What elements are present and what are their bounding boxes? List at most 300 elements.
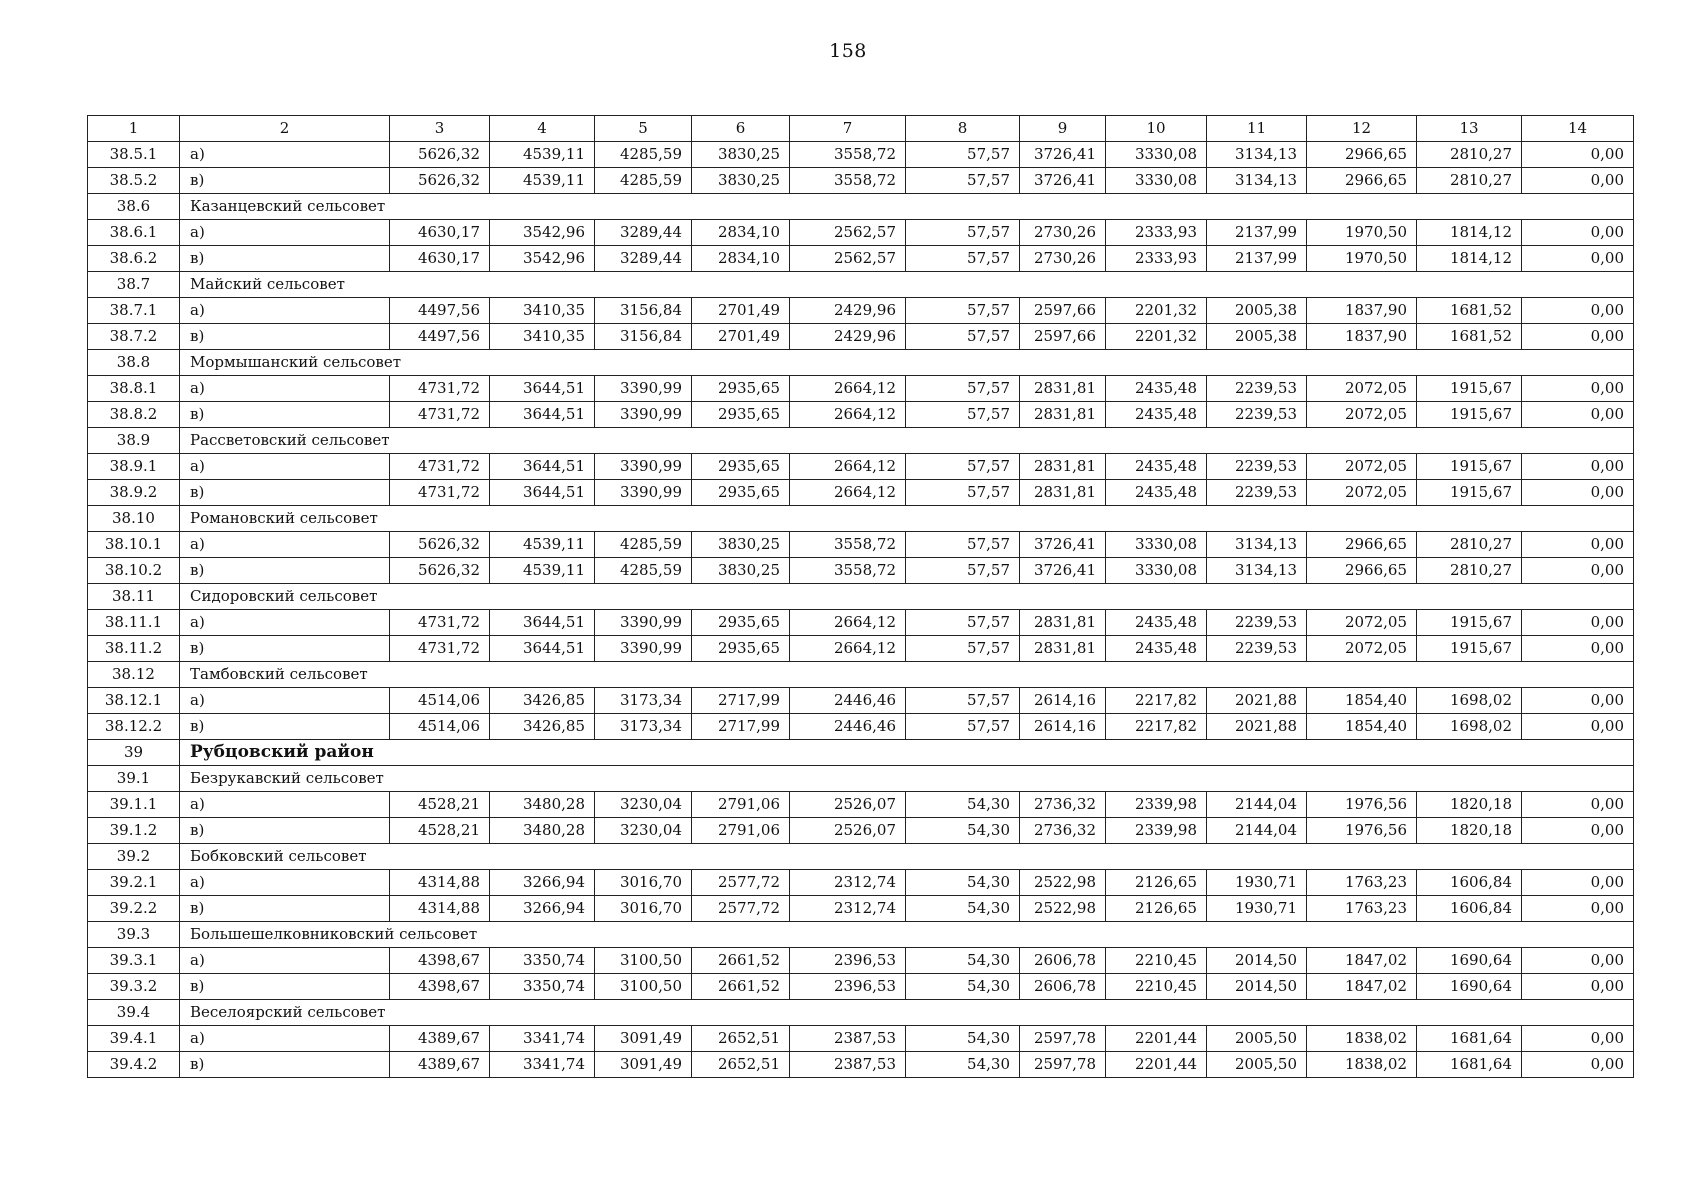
table-row xyxy=(88,1026,1634,1052)
tariff-table xyxy=(87,115,1634,1078)
value-cell: 1681,52 xyxy=(1417,298,1522,324)
row-label: а) xyxy=(180,1026,390,1052)
row-number: 38.10.2 xyxy=(88,558,180,584)
row-number: 38.6 xyxy=(88,194,180,220)
value-cell: 0,00 xyxy=(1522,688,1634,714)
value-cell: 2239,53 xyxy=(1207,454,1307,480)
value-cell: 1837,90 xyxy=(1307,324,1417,350)
value-cell: 2791,06 xyxy=(692,818,790,844)
row-label: в) xyxy=(180,168,390,194)
value-cell: 3390,99 xyxy=(595,376,692,402)
value-cell: 2217,82 xyxy=(1106,714,1207,740)
value-cell: 2137,99 xyxy=(1207,220,1307,246)
value-cell: 2144,04 xyxy=(1207,818,1307,844)
value-cell: 2664,12 xyxy=(790,636,906,662)
section-title: Бобковский сельсовет xyxy=(180,844,1634,870)
row-label: в) xyxy=(180,402,390,428)
value-cell: 4731,72 xyxy=(390,480,490,506)
value-cell: 3542,96 xyxy=(490,246,595,272)
value-cell: 0,00 xyxy=(1522,714,1634,740)
value-cell: 2562,57 xyxy=(790,220,906,246)
value-cell: 0,00 xyxy=(1522,1052,1634,1078)
value-cell: 1915,67 xyxy=(1417,454,1522,480)
value-cell: 2072,05 xyxy=(1307,376,1417,402)
value-cell: 54,30 xyxy=(906,818,1020,844)
value-cell: 4398,67 xyxy=(390,948,490,974)
section-row xyxy=(88,662,1634,688)
value-cell: 54,30 xyxy=(906,948,1020,974)
section-title: Веселоярский сельсовет xyxy=(180,1000,1634,1026)
table-row xyxy=(88,1052,1634,1078)
row-number: 38.7.2 xyxy=(88,324,180,350)
value-cell: 0,00 xyxy=(1522,870,1634,896)
value-cell: 4630,17 xyxy=(390,246,490,272)
table-row xyxy=(88,792,1634,818)
value-cell: 3644,51 xyxy=(490,402,595,428)
value-cell: 2652,51 xyxy=(692,1026,790,1052)
value-cell: 57,57 xyxy=(906,324,1020,350)
value-cell: 3134,13 xyxy=(1207,558,1307,584)
row-number: 38.8.2 xyxy=(88,402,180,428)
value-cell: 1606,84 xyxy=(1417,896,1522,922)
column-number-cell: 3 xyxy=(390,116,490,142)
row-number: 38.12 xyxy=(88,662,180,688)
row-label: а) xyxy=(180,454,390,480)
value-cell: 2072,05 xyxy=(1307,454,1417,480)
table-row xyxy=(88,636,1634,662)
row-label: в) xyxy=(180,480,390,506)
value-cell: 2810,27 xyxy=(1417,142,1522,168)
value-cell: 1814,12 xyxy=(1417,220,1522,246)
value-cell: 1847,02 xyxy=(1307,948,1417,974)
value-cell: 0,00 xyxy=(1522,220,1634,246)
row-number: 38.12.2 xyxy=(88,714,180,740)
table-row xyxy=(88,714,1634,740)
value-cell: 2072,05 xyxy=(1307,402,1417,428)
table-row xyxy=(88,376,1634,402)
value-cell: 1915,67 xyxy=(1417,402,1522,428)
value-cell: 4528,21 xyxy=(390,818,490,844)
row-number: 38.12.1 xyxy=(88,688,180,714)
value-cell: 2730,26 xyxy=(1020,220,1106,246)
value-cell: 3100,50 xyxy=(595,974,692,1000)
column-number-cell: 11 xyxy=(1207,116,1307,142)
table-row xyxy=(88,220,1634,246)
value-cell: 1854,40 xyxy=(1307,714,1417,740)
section-row xyxy=(88,766,1634,792)
value-cell: 2435,48 xyxy=(1106,402,1207,428)
table-row xyxy=(88,142,1634,168)
value-cell: 2201,44 xyxy=(1106,1052,1207,1078)
value-cell: 2312,74 xyxy=(790,896,906,922)
value-cell: 1681,64 xyxy=(1417,1026,1522,1052)
value-cell: 3173,34 xyxy=(595,688,692,714)
value-cell: 5626,32 xyxy=(390,142,490,168)
value-cell: 1854,40 xyxy=(1307,688,1417,714)
value-cell: 3016,70 xyxy=(595,896,692,922)
value-cell: 2446,46 xyxy=(790,714,906,740)
value-cell: 1690,64 xyxy=(1417,948,1522,974)
value-cell: 0,00 xyxy=(1522,974,1634,1000)
row-number: 38.7 xyxy=(88,272,180,298)
value-cell: 2333,93 xyxy=(1106,220,1207,246)
value-cell: 3289,44 xyxy=(595,246,692,272)
value-cell: 57,57 xyxy=(906,376,1020,402)
row-number: 39 xyxy=(88,740,180,766)
value-cell: 3091,49 xyxy=(595,1026,692,1052)
value-cell: 2005,38 xyxy=(1207,298,1307,324)
value-cell: 5626,32 xyxy=(390,558,490,584)
value-cell: 2210,45 xyxy=(1106,948,1207,974)
value-cell: 3830,25 xyxy=(692,532,790,558)
value-cell: 2072,05 xyxy=(1307,480,1417,506)
value-cell: 4389,67 xyxy=(390,1026,490,1052)
value-cell: 4630,17 xyxy=(390,220,490,246)
value-cell: 4497,56 xyxy=(390,324,490,350)
section-title: Казанцевский сельсовет xyxy=(180,194,1634,220)
value-cell: 4285,59 xyxy=(595,532,692,558)
value-cell: 1976,56 xyxy=(1307,792,1417,818)
table-row xyxy=(88,168,1634,194)
row-number: 39.4.1 xyxy=(88,1026,180,1052)
row-number: 39.2 xyxy=(88,844,180,870)
value-cell: 2021,88 xyxy=(1207,688,1307,714)
value-cell: 0,00 xyxy=(1522,480,1634,506)
row-label: в) xyxy=(180,896,390,922)
value-cell: 2831,81 xyxy=(1020,636,1106,662)
value-cell: 2701,49 xyxy=(692,324,790,350)
value-cell: 1698,02 xyxy=(1417,688,1522,714)
row-number: 38.6.1 xyxy=(88,220,180,246)
value-cell: 57,57 xyxy=(906,142,1020,168)
value-cell: 2614,16 xyxy=(1020,714,1106,740)
value-cell: 2966,65 xyxy=(1307,558,1417,584)
table-row xyxy=(88,532,1634,558)
section-title: Безрукавский сельсовет xyxy=(180,766,1634,792)
value-cell: 2144,04 xyxy=(1207,792,1307,818)
value-cell: 4285,59 xyxy=(595,558,692,584)
column-number-cell: 10 xyxy=(1106,116,1207,142)
value-cell: 3390,99 xyxy=(595,610,692,636)
column-number-cell: 1 xyxy=(88,116,180,142)
value-cell: 2652,51 xyxy=(692,1052,790,1078)
value-cell: 1976,56 xyxy=(1307,818,1417,844)
row-number: 39.1.1 xyxy=(88,792,180,818)
value-cell: 3390,99 xyxy=(595,480,692,506)
value-cell: 3830,25 xyxy=(692,558,790,584)
column-number-cell: 14 xyxy=(1522,116,1634,142)
value-cell: 2210,45 xyxy=(1106,974,1207,1000)
column-number-cell: 8 xyxy=(906,116,1020,142)
row-label: а) xyxy=(180,948,390,974)
value-cell: 2005,38 xyxy=(1207,324,1307,350)
value-cell: 4539,11 xyxy=(490,532,595,558)
value-cell: 2339,98 xyxy=(1106,818,1207,844)
value-cell: 2810,27 xyxy=(1417,532,1522,558)
value-cell: 2935,65 xyxy=(692,376,790,402)
column-number-cell: 5 xyxy=(595,116,692,142)
value-cell: 2597,66 xyxy=(1020,298,1106,324)
table-row xyxy=(88,870,1634,896)
value-cell: 0,00 xyxy=(1522,948,1634,974)
value-cell: 4539,11 xyxy=(490,168,595,194)
value-cell: 2239,53 xyxy=(1207,636,1307,662)
value-cell: 4731,72 xyxy=(390,376,490,402)
value-cell: 1970,50 xyxy=(1307,246,1417,272)
value-cell: 2834,10 xyxy=(692,220,790,246)
row-label: а) xyxy=(180,870,390,896)
value-cell: 3726,41 xyxy=(1020,558,1106,584)
row-label: а) xyxy=(180,792,390,818)
value-cell: 2396,53 xyxy=(790,948,906,974)
value-cell: 2701,49 xyxy=(692,298,790,324)
value-cell: 2935,65 xyxy=(692,402,790,428)
value-cell: 2396,53 xyxy=(790,974,906,1000)
table-row xyxy=(88,896,1634,922)
row-number: 38.11.2 xyxy=(88,636,180,662)
value-cell: 3330,08 xyxy=(1106,558,1207,584)
value-cell: 2239,53 xyxy=(1207,402,1307,428)
value-cell: 2522,98 xyxy=(1020,870,1106,896)
value-cell: 1763,23 xyxy=(1307,896,1417,922)
value-cell: 3644,51 xyxy=(490,610,595,636)
value-cell: 2791,06 xyxy=(692,792,790,818)
column-number-cell: 12 xyxy=(1307,116,1417,142)
value-cell: 0,00 xyxy=(1522,818,1634,844)
value-cell: 2435,48 xyxy=(1106,480,1207,506)
section-row xyxy=(88,584,1634,610)
column-number-cell: 2 xyxy=(180,116,390,142)
table-row xyxy=(88,974,1634,1000)
value-cell: 2435,48 xyxy=(1106,376,1207,402)
value-cell: 2966,65 xyxy=(1307,142,1417,168)
row-number: 39.3.2 xyxy=(88,974,180,1000)
value-cell: 3016,70 xyxy=(595,870,692,896)
value-cell: 1681,64 xyxy=(1417,1052,1522,1078)
row-label: а) xyxy=(180,298,390,324)
value-cell: 3134,13 xyxy=(1207,168,1307,194)
value-cell: 2966,65 xyxy=(1307,168,1417,194)
value-cell: 57,57 xyxy=(906,298,1020,324)
value-cell: 0,00 xyxy=(1522,246,1634,272)
value-cell: 2072,05 xyxy=(1307,636,1417,662)
value-cell: 4389,67 xyxy=(390,1052,490,1078)
value-cell: 57,57 xyxy=(906,220,1020,246)
value-cell: 1763,23 xyxy=(1307,870,1417,896)
value-cell: 4285,59 xyxy=(595,168,692,194)
section-title: Большешелковниковский сельсовет xyxy=(180,922,1634,948)
value-cell: 1814,12 xyxy=(1417,246,1522,272)
row-number: 38.8.1 xyxy=(88,376,180,402)
value-cell: 2435,48 xyxy=(1106,636,1207,662)
value-cell: 2217,82 xyxy=(1106,688,1207,714)
value-cell: 2834,10 xyxy=(692,246,790,272)
table-row xyxy=(88,246,1634,272)
value-cell: 57,57 xyxy=(906,714,1020,740)
value-cell: 2831,81 xyxy=(1020,376,1106,402)
value-cell: 2126,65 xyxy=(1106,896,1207,922)
value-cell: 3330,08 xyxy=(1106,168,1207,194)
section-row xyxy=(88,428,1634,454)
value-cell: 3390,99 xyxy=(595,402,692,428)
value-cell: 2239,53 xyxy=(1207,376,1307,402)
table-body xyxy=(88,116,1634,1078)
row-number: 38.10.1 xyxy=(88,532,180,558)
value-cell: 1820,18 xyxy=(1417,818,1522,844)
row-number: 39.1.2 xyxy=(88,818,180,844)
value-cell: 3480,28 xyxy=(490,792,595,818)
column-number-cell: 9 xyxy=(1020,116,1106,142)
column-number-cell: 4 xyxy=(490,116,595,142)
table-row xyxy=(88,298,1634,324)
value-cell: 2810,27 xyxy=(1417,558,1522,584)
table-row xyxy=(88,948,1634,974)
value-cell: 57,57 xyxy=(906,168,1020,194)
value-cell: 3830,25 xyxy=(692,142,790,168)
value-cell: 1915,67 xyxy=(1417,480,1522,506)
table-row xyxy=(88,688,1634,714)
section-row xyxy=(88,740,1634,766)
value-cell: 1606,84 xyxy=(1417,870,1522,896)
value-cell: 2387,53 xyxy=(790,1052,906,1078)
value-cell: 4731,72 xyxy=(390,454,490,480)
value-cell: 2831,81 xyxy=(1020,402,1106,428)
table-row xyxy=(88,818,1634,844)
value-cell: 2239,53 xyxy=(1207,610,1307,636)
value-cell: 3542,96 xyxy=(490,220,595,246)
value-cell: 3558,72 xyxy=(790,532,906,558)
value-cell: 57,57 xyxy=(906,636,1020,662)
row-number: 39.1 xyxy=(88,766,180,792)
value-cell: 0,00 xyxy=(1522,532,1634,558)
table-row xyxy=(88,454,1634,480)
value-cell: 2014,50 xyxy=(1207,974,1307,1000)
row-number: 38.5.1 xyxy=(88,142,180,168)
row-label: в) xyxy=(180,636,390,662)
value-cell: 1847,02 xyxy=(1307,974,1417,1000)
column-number-cell: 7 xyxy=(790,116,906,142)
value-cell: 1698,02 xyxy=(1417,714,1522,740)
row-number: 39.4 xyxy=(88,1000,180,1026)
value-cell: 2661,52 xyxy=(692,974,790,1000)
section-row xyxy=(88,350,1634,376)
value-cell: 0,00 xyxy=(1522,558,1634,584)
value-cell: 2717,99 xyxy=(692,688,790,714)
value-cell: 1681,52 xyxy=(1417,324,1522,350)
value-cell: 57,57 xyxy=(906,558,1020,584)
value-cell: 1915,67 xyxy=(1417,636,1522,662)
value-cell: 2526,07 xyxy=(790,818,906,844)
value-cell: 3644,51 xyxy=(490,480,595,506)
value-cell: 4528,21 xyxy=(390,792,490,818)
value-cell: 3350,74 xyxy=(490,974,595,1000)
row-label: а) xyxy=(180,688,390,714)
row-number: 39.4.2 xyxy=(88,1052,180,1078)
value-cell: 2935,65 xyxy=(692,636,790,662)
value-cell: 2606,78 xyxy=(1020,948,1106,974)
value-cell: 0,00 xyxy=(1522,636,1634,662)
value-cell: 3156,84 xyxy=(595,324,692,350)
value-cell: 1930,71 xyxy=(1207,870,1307,896)
column-number-row xyxy=(88,116,1634,142)
value-cell: 0,00 xyxy=(1522,298,1634,324)
value-cell: 2664,12 xyxy=(790,376,906,402)
section-title: Романовский сельсовет xyxy=(180,506,1634,532)
value-cell: 2333,93 xyxy=(1106,246,1207,272)
value-cell: 0,00 xyxy=(1522,376,1634,402)
value-cell: 57,57 xyxy=(906,610,1020,636)
value-cell: 2137,99 xyxy=(1207,246,1307,272)
column-number-cell: 13 xyxy=(1417,116,1522,142)
value-cell: 2661,52 xyxy=(692,948,790,974)
row-label: в) xyxy=(180,558,390,584)
row-number: 38.7.1 xyxy=(88,298,180,324)
section-row xyxy=(88,1000,1634,1026)
value-cell: 3830,25 xyxy=(692,168,790,194)
value-cell: 3134,13 xyxy=(1207,142,1307,168)
row-number: 38.10 xyxy=(88,506,180,532)
value-cell: 2664,12 xyxy=(790,610,906,636)
value-cell: 54,30 xyxy=(906,870,1020,896)
row-number: 39.2.1 xyxy=(88,870,180,896)
row-label: а) xyxy=(180,220,390,246)
value-cell: 5626,32 xyxy=(390,168,490,194)
value-cell: 2730,26 xyxy=(1020,246,1106,272)
value-cell: 3156,84 xyxy=(595,298,692,324)
value-cell: 1838,02 xyxy=(1307,1026,1417,1052)
row-number: 38.9 xyxy=(88,428,180,454)
row-number: 39.3 xyxy=(88,922,180,948)
value-cell: 57,57 xyxy=(906,246,1020,272)
value-cell: 2597,66 xyxy=(1020,324,1106,350)
value-cell: 2339,98 xyxy=(1106,792,1207,818)
section-row xyxy=(88,506,1634,532)
section-row xyxy=(88,194,1634,220)
value-cell: 2831,81 xyxy=(1020,454,1106,480)
value-cell: 2239,53 xyxy=(1207,480,1307,506)
value-cell: 1930,71 xyxy=(1207,896,1307,922)
value-cell: 3426,85 xyxy=(490,714,595,740)
value-cell: 4497,56 xyxy=(390,298,490,324)
value-cell: 2312,74 xyxy=(790,870,906,896)
value-cell: 2597,78 xyxy=(1020,1026,1106,1052)
value-cell: 4731,72 xyxy=(390,610,490,636)
row-label: а) xyxy=(180,376,390,402)
value-cell: 0,00 xyxy=(1522,324,1634,350)
table-row xyxy=(88,610,1634,636)
value-cell: 3330,08 xyxy=(1106,142,1207,168)
value-cell: 1837,90 xyxy=(1307,298,1417,324)
section-title: Рубцовский район xyxy=(180,740,1634,766)
value-cell: 4731,72 xyxy=(390,402,490,428)
row-number: 38.11.1 xyxy=(88,610,180,636)
value-cell: 2522,98 xyxy=(1020,896,1106,922)
value-cell: 3266,94 xyxy=(490,870,595,896)
value-cell: 2577,72 xyxy=(692,896,790,922)
section-title: Сидоровский сельсовет xyxy=(180,584,1634,610)
value-cell: 57,57 xyxy=(906,454,1020,480)
value-cell: 2005,50 xyxy=(1207,1026,1307,1052)
section-title: Рассветовский сельсовет xyxy=(180,428,1634,454)
value-cell: 4514,06 xyxy=(390,714,490,740)
value-cell: 3341,74 xyxy=(490,1052,595,1078)
value-cell: 3644,51 xyxy=(490,376,595,402)
value-cell: 3330,08 xyxy=(1106,532,1207,558)
value-cell: 3480,28 xyxy=(490,818,595,844)
value-cell: 4314,88 xyxy=(390,896,490,922)
table-row xyxy=(88,558,1634,584)
value-cell: 2966,65 xyxy=(1307,532,1417,558)
